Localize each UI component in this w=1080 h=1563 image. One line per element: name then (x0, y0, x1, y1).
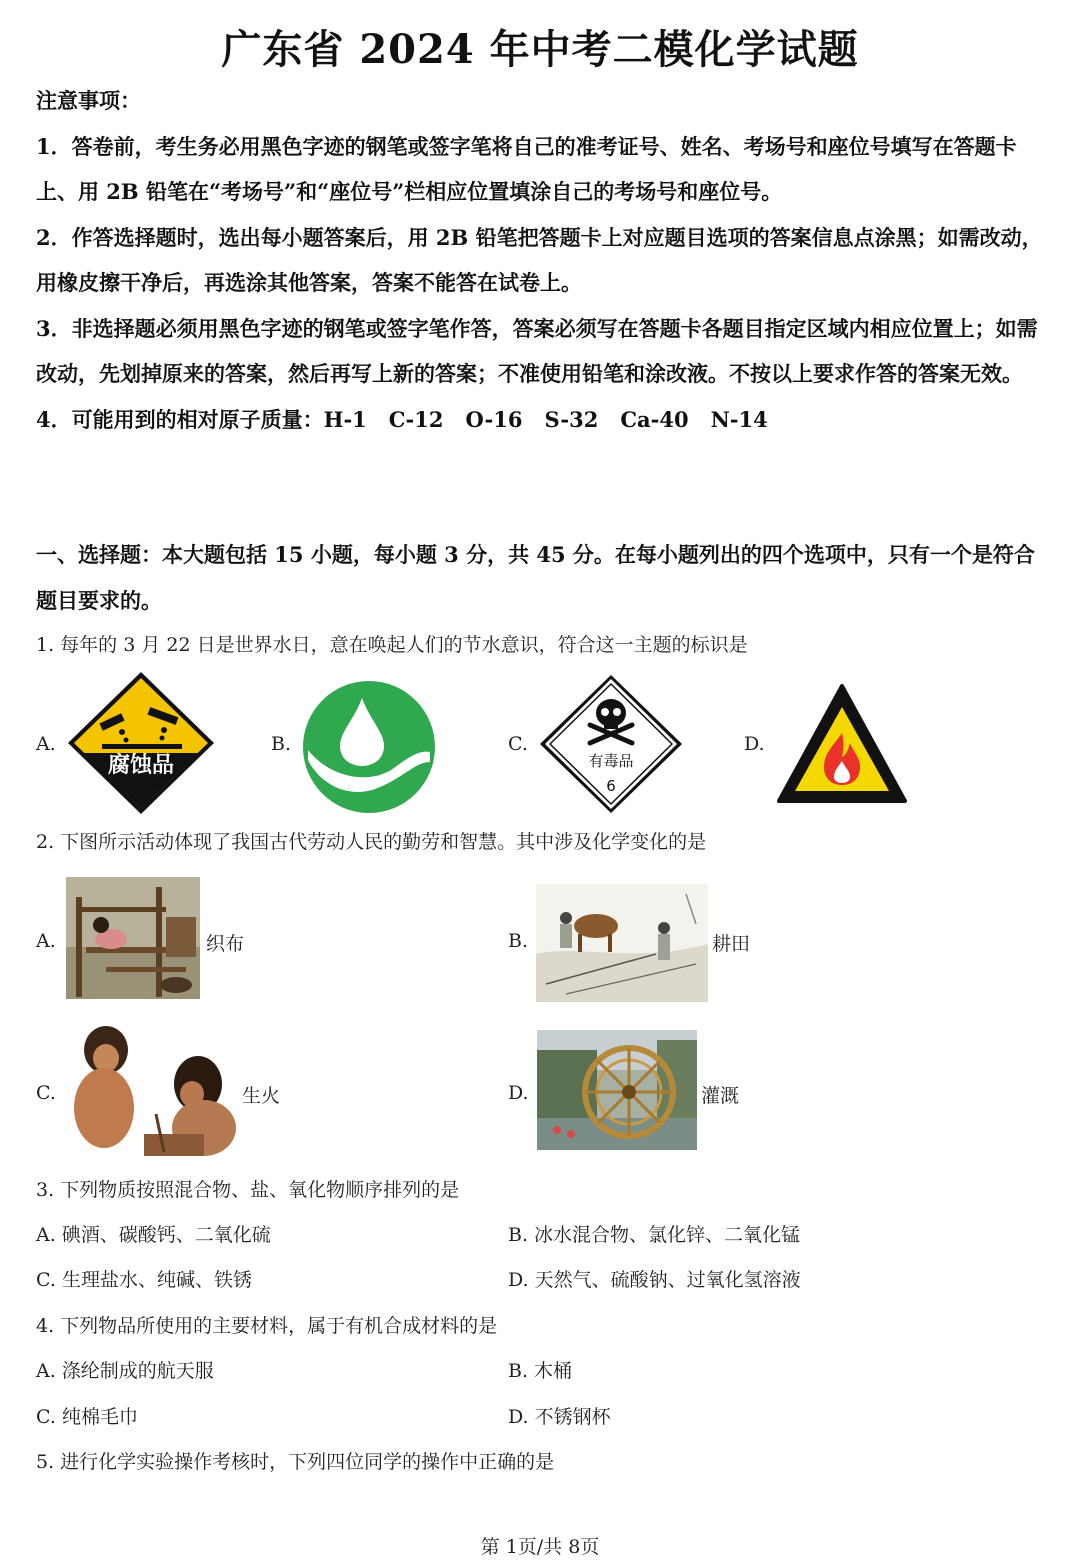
flammable-sign-icon (776, 683, 908, 805)
toxic-sign-text: 有毒品 (588, 752, 634, 770)
q2-option-caption: 生火 (242, 1085, 281, 1107)
question-2-stem: 2. 下图所示活动体现了我国古代劳动人民的勤劳和智慧。其中涉及化学变化的是 (36, 831, 707, 853)
question-1-stem: 1. 每年的 3 月 22 日是世界水日，意在唤起人们的节水意识，符合这一主题的标识是 (36, 634, 748, 656)
q3-option-c: C. 生理盐水、纯碱、铁锈 (36, 1269, 252, 1291)
q2-option-caption: 耕田 (712, 933, 751, 955)
notice-item-4-prefix: 4．可能用到的相对原子质量： (36, 406, 324, 432)
atom-mass: O-16 (465, 406, 523, 432)
waterwheel-image (537, 1030, 697, 1150)
q1-option-label: D. (744, 733, 765, 755)
page-number: 第 1页/共 8页 (480, 1536, 600, 1558)
q4-option-c: C. 纯棉毛巾 (36, 1406, 138, 1428)
q2-option-label: C. (36, 1082, 56, 1104)
atom-mass: H-1 (323, 406, 367, 432)
notice-item-4 (36, 397, 1052, 443)
plowing-image (536, 884, 708, 1002)
q4-option-a: A. 涤纶制成的航天服 (36, 1360, 214, 1382)
question-3-stem: 3. 下列物质按照混合物、盐、氧化物顺序排列的是 (36, 1179, 460, 1201)
q1-option-label: B. (271, 733, 292, 755)
fire-making-image (64, 1024, 242, 1158)
q1-option-label: C. (508, 733, 528, 755)
atom-mass: C-12 (388, 406, 444, 432)
notice-heading: 注意事项： (36, 88, 141, 113)
atom-mass: Ca-40 (620, 406, 689, 432)
q3-option-a: A. 碘酒、碳酸钙、二氧化硫 (36, 1224, 271, 1246)
question-5-stem: 5. 进行化学实验操作考核时，下列四位同学的操作中正确的是 (36, 1451, 555, 1473)
q4-option-d: D. 不锈钢杯 (508, 1406, 611, 1428)
q3-option-b: B. 冰水混合物、氯化锌、二氧化锰 (508, 1224, 801, 1246)
q2-option-label: A. (36, 930, 56, 952)
corrosive-sign-text: 腐蚀品 (107, 753, 175, 778)
water-saving-sign-icon (302, 680, 436, 814)
notice-item-3: 3．非选择题必须用黑色字迹的钢笔或签字笔作答，答案必须写在答题卡各题目指定区域内相应位置上；如需改动，先划掉原来的答案，然后再写上新的答案；不准使用铅笔和涂改液。不按以上要求作答的答案无效。 (36, 315, 1038, 386)
toxic-sign-number: 6 (606, 777, 616, 795)
corrosive-sign-icon (66, 670, 216, 816)
weaving-image (66, 877, 200, 999)
question-4-stem: 4. 下列物品所使用的主要材料，属于有机合成材料的是 (36, 1315, 498, 1337)
q2-option-label: B. (508, 930, 529, 952)
atom-mass: S-32 (544, 406, 599, 432)
atom-mass: N-14 (710, 406, 768, 432)
page-title: 广东省 2024 年中考二模化学试题 (221, 26, 859, 73)
toxic-sign-icon (538, 673, 684, 815)
notice-block (36, 78, 1052, 442)
q2-option-label: D. (508, 1082, 529, 1104)
notice-item-2: 2．作答选择题时，选出每小题答案后，用 2B 铅笔把答题卡上对应题目选项的答案信息点涂黑；如需改动，用橡皮擦干净后，再选涂其他答案，答案不能答在试卷上。 (36, 224, 1043, 295)
q2-option-caption: 织布 (206, 933, 245, 955)
q1-option-label: A. (36, 733, 56, 755)
q3-option-d: D. 天然气、硫酸钠、过氧化氢溶液 (508, 1269, 801, 1291)
q2-option-caption: 灌溉 (701, 1085, 740, 1107)
section-1-heading: 一、选择题：本大题包括 15 小题，每小题 3 分，共 45 分。在每小题列出的四个选项中，只有一个是符合题目要求的。 (36, 542, 1035, 613)
q4-option-b: B. 木桶 (508, 1360, 573, 1382)
notice-item-1: 1．答卷前，考生务必用黑色字迹的钢笔或签字笔将自己的准考证号、姓名、考场号和座位号填写在答题卡上、用 2B 铅笔在“考场号”和“座位号”栏相应位置填涂自己的考场号和座位号。 (36, 133, 1017, 204)
